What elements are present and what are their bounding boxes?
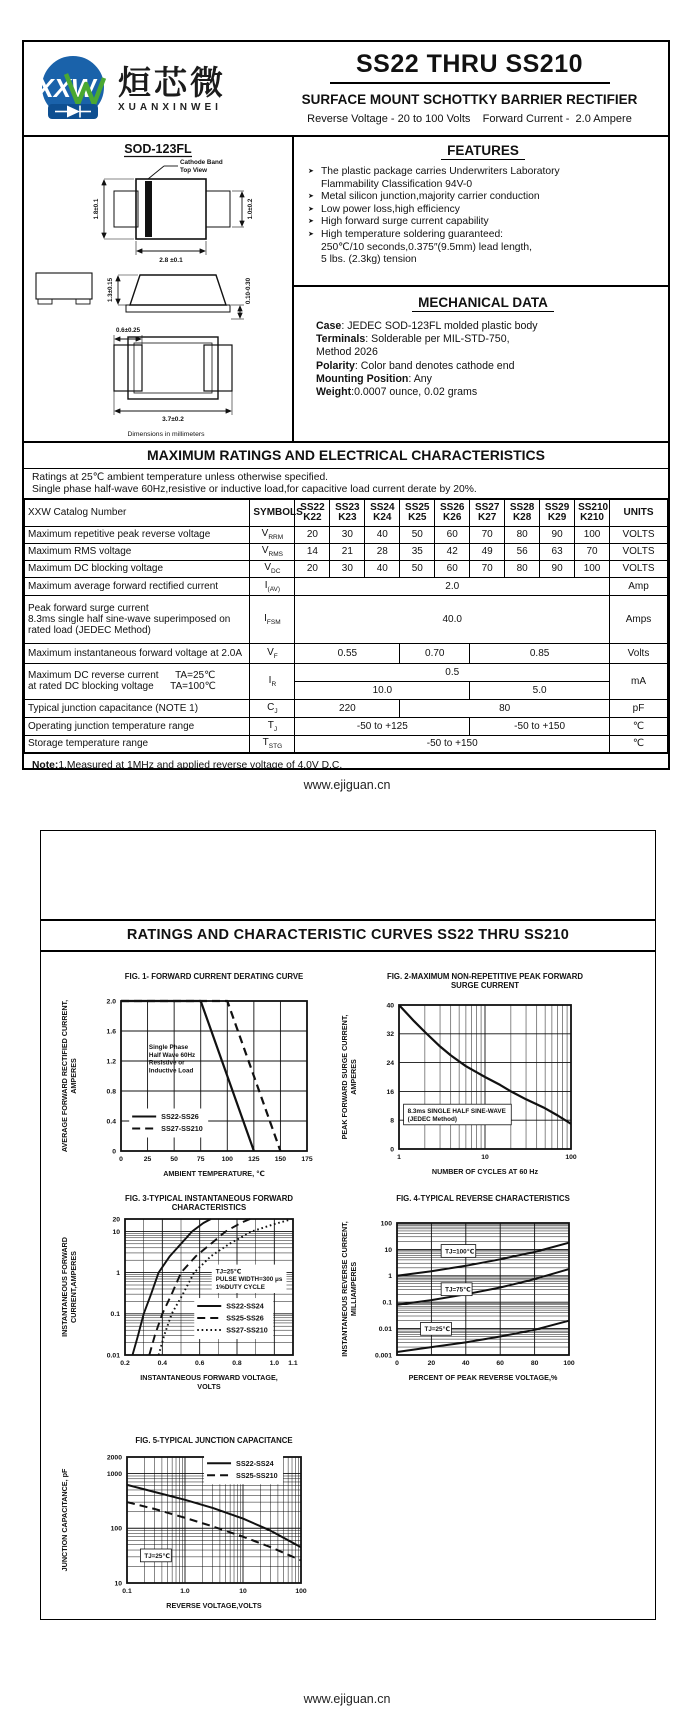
svg-text:SS27-SS210: SS27-SS210 — [226, 1325, 268, 1335]
feature-item-continuation: 5 lbs. (2.3kg) tension — [321, 254, 417, 266]
table-cell: VOLTS — [610, 543, 668, 560]
table-cell: SYMBOLS — [250, 499, 295, 526]
svg-text:NUMBER OF CYCLES AT 60 Hz: NUMBER OF CYCLES AT 60 Hz — [431, 1167, 539, 1176]
table-cell: Maximum DC reverse current TA=25℃ at rated DC blocking voltage TA=100℃ — [25, 663, 250, 699]
svg-text:0.01: 0.01 — [106, 1352, 120, 1360]
svg-text:1: 1 — [397, 1154, 401, 1161]
table-cell: VOLTS — [610, 526, 668, 543]
mechanical-item: Terminals: Solderable per MIL-STD-750, — [316, 333, 510, 346]
table-cell: $T_J$ — [250, 717, 295, 735]
svg-text:0: 0 — [390, 1146, 394, 1154]
svg-text:0.8: 0.8 — [106, 1088, 116, 1096]
table-cell: Maximum average forward rectified current — [25, 577, 250, 595]
svg-text:100: 100 — [221, 1156, 233, 1163]
svg-text:100: 100 — [565, 1154, 577, 1161]
table-cell: 2.0 — [295, 577, 610, 595]
svg-text:AMBIENT TEMPERATURE, ℃: AMBIENT TEMPERATURE, ℃ — [163, 1169, 265, 1178]
svg-text:FIG. 1- FORWARD CURRENT DERATI: FIG. 1- FORWARD CURRENT DERATING CURVE — [124, 972, 304, 981]
table-cell: 30 — [330, 526, 365, 543]
table-cell: 35 — [400, 543, 435, 560]
svg-text:0.8: 0.8 — [232, 1360, 242, 1367]
fig1-chart — [55, 965, 313, 1199]
table-cell: 42 — [435, 543, 470, 560]
svg-text:INSTANTANEOUS REVERSE CURRENT,: INSTANTANEOUS REVERSE CURRENT, — [340, 1221, 349, 1357]
table-cell: Maximum DC blocking voltage — [25, 560, 250, 577]
table-cell: 49 — [470, 543, 505, 560]
brand-name-en: XUANXINWEI — [118, 101, 222, 113]
svg-text:1000: 1000 — [106, 1470, 122, 1478]
feature-item: ➤ Metal silicon junction,majority carrier conduction — [308, 191, 540, 203]
table-cell: 21 — [330, 543, 365, 560]
svg-text:0.1: 0.1 — [382, 1299, 392, 1307]
table-cell: 40 — [365, 526, 400, 543]
svg-text:0.001: 0.001 — [374, 1352, 392, 1360]
table-cell: ℃ — [610, 717, 668, 735]
table-cell: Typical junction capacitance (NOTE 1) — [25, 699, 250, 717]
title-rule — [330, 82, 610, 84]
svg-text:0: 0 — [119, 1156, 123, 1163]
table-cell: SS28 K28 — [505, 499, 540, 526]
svg-text:150: 150 — [274, 1156, 287, 1163]
table-cell: SS24 K24 — [365, 499, 400, 526]
features-section — [294, 137, 668, 287]
svg-text:JUNCTION CAPACITANCE, pF: JUNCTION CAPACITANCE, pF — [60, 1468, 69, 1572]
svg-text:SS27-SS210: SS27-SS210 — [161, 1124, 203, 1134]
svg-text:0.6: 0.6 — [194, 1360, 205, 1367]
table-cell: $V_{DC}$ — [250, 560, 295, 577]
svg-text:75: 75 — [196, 1156, 205, 1163]
ratings-condition-2: Single phase half-wave 60Hz,resistive or inductive load,for capacitive load current derate by 20%. — [32, 484, 477, 495]
svg-text:3.7±0.2: 3.7±0.2 — [162, 416, 184, 423]
svg-text:2.0: 2.0 — [106, 998, 116, 1006]
table-cell: 10.0 — [295, 681, 470, 699]
svg-text:100: 100 — [380, 1220, 392, 1228]
svg-text:PULSE WIDTH=300 μs: PULSE WIDTH=300 μs — [215, 1276, 283, 1284]
svg-text:100: 100 — [563, 1360, 575, 1367]
svg-text:80: 80 — [530, 1360, 539, 1367]
mechanical-item: Weight:0.0007 ounce, 0.02 grams — [316, 386, 478, 399]
table-cell: $C_J$ — [250, 699, 295, 717]
table-cell: $V_{RMS}$ — [250, 543, 295, 560]
svg-text:FIG. 2-MAXIMUM NON-REPETITIVE: FIG. 2-MAXIMUM NON-REPETITIVE PEAK FORWARD — [386, 972, 584, 981]
table-cell: ℃ — [610, 735, 668, 753]
svg-text:Cathode Band: Cathode Band — [180, 159, 223, 166]
svg-text:FIG. 3-TYPICAL INSTANTANEOUS F: FIG. 3-TYPICAL INSTANTANEOUS FORWARD — [125, 1194, 293, 1203]
svg-text:1.0: 1.0 — [180, 1588, 190, 1595]
bullet-icon: ➤ — [308, 168, 314, 175]
bullet-icon: ➤ — [308, 193, 314, 201]
svg-text:32: 32 — [386, 1031, 394, 1039]
svg-text:1: 1 — [388, 1273, 392, 1281]
features-list — [308, 166, 658, 267]
table-cell: $V_{RRM}$ — [250, 526, 295, 543]
svg-text:SS22-SS24: SS22-SS24 — [226, 1301, 264, 1311]
svg-text:TJ=75℃: TJ=75℃ — [445, 1286, 471, 1294]
ratings-conditions — [24, 469, 668, 498]
feature-item: ➤ The plastic package carries Underwriters Laboratory — [308, 166, 560, 177]
svg-text:Top View: Top View — [180, 167, 208, 174]
brand-logo — [36, 52, 226, 126]
table-cell: Amp — [610, 577, 668, 595]
svg-text:1.3±0.15: 1.3±0.15 — [107, 277, 114, 303]
table-cell: 28 — [365, 543, 400, 560]
svg-text:PERCENT OF PEAK REVERSE VOLTAG: PERCENT OF PEAK REVERSE VOLTAGE,% — [408, 1373, 558, 1382]
svg-text:1.0: 1.0 — [269, 1360, 280, 1367]
table-cell: 0.85 — [470, 643, 610, 663]
bullet-icon: ➤ — [308, 230, 314, 238]
datasheet-sheet-2 — [40, 830, 656, 1620]
table-cell: Volts — [610, 643, 668, 663]
feature-item-continuation: 250℃/10 seconds,0.375″(9.5mm) lead length, — [321, 241, 532, 253]
fig4-series-TJ=100℃ — [397, 1243, 569, 1276]
table-cell: Maximum repetitive peak reverse voltage — [25, 526, 250, 543]
svg-text:Single Phase: Single Phase — [148, 1044, 189, 1051]
table-cell: SS25 K25 — [400, 499, 435, 526]
svg-text:0.10-0.30: 0.10-0.30 — [245, 277, 252, 305]
table-cell: 100 — [575, 526, 610, 543]
table-cell: 5.0 — [470, 681, 610, 699]
table-cell: -50 to +150 — [470, 717, 610, 735]
table-cell: Maximum RMS voltage — [25, 543, 250, 560]
feature-item: ➤ Low power loss,high efficiency — [308, 203, 460, 215]
table-cell: 14 — [295, 543, 330, 560]
table-footnote: Note:1.Measured at 1MHz and applied reverse voltage of 4.0V D.C. — [32, 760, 343, 771]
svg-text:1.0±0.2: 1.0±0.2 — [247, 198, 254, 220]
bullet-icon: ➤ — [308, 218, 314, 226]
table-cell: 50 — [400, 560, 435, 577]
svg-text:125: 125 — [248, 1156, 260, 1163]
fig5-chart — [55, 1429, 323, 1617]
svg-text:Dimensions in millimeters: Dimensions in millimeters — [127, 431, 205, 438]
table-cell: 90 — [540, 560, 575, 577]
feature-item: ➤ High temperature soldering guaranteed: — [308, 228, 504, 240]
table-cell: mA — [610, 663, 668, 699]
svg-text:60: 60 — [496, 1360, 504, 1367]
svg-text:TJ=25℃: TJ=25℃ — [144, 1552, 171, 1560]
svg-text:1: 1 — [116, 1270, 120, 1278]
svg-text:0.1: 0.1 — [122, 1588, 132, 1595]
mechanical-data-section — [294, 287, 668, 399]
fig3-chart — [55, 1187, 313, 1427]
website-footer-2: www.ejiguan.cn — [303, 1692, 391, 1706]
feature-item: ➤ High forward surge current capability — [308, 216, 489, 228]
svg-text:VOLTS: VOLTS — [197, 1382, 221, 1391]
feature-item-continuation: Flammability Classification 94V-0 — [321, 178, 473, 190]
svg-text:100: 100 — [295, 1588, 307, 1595]
table-cell: 80 — [400, 699, 610, 717]
table-cell: 70 — [575, 543, 610, 560]
bullet-icon: ➤ — [308, 205, 314, 213]
fig2-chart — [335, 965, 623, 1199]
table-cell: SS22 K22 — [295, 499, 330, 526]
fig4-series-TJ=75℃ — [397, 1269, 569, 1305]
brand-name-cn: 烜芯微 — [118, 63, 226, 101]
table-cell: SS27 K27 — [470, 499, 505, 526]
fig5-series-SS22-SS24 — [127, 1485, 301, 1547]
svg-text:Resistive or: Resistive or — [148, 1059, 185, 1067]
curves-page-heading: RATINGS AND CHARACTERISTIC CURVES SS22 THRU SS210 — [41, 919, 655, 952]
table-cell: 220 — [295, 699, 400, 717]
table-cell: 70 — [470, 526, 505, 543]
table-cell: 90 — [540, 526, 575, 543]
package-outline-drawing — [28, 139, 288, 439]
svg-text:0.1: 0.1 — [110, 1311, 120, 1319]
mechanical-list — [308, 320, 658, 399]
svg-text:FIG. 5-TYPICAL JUNCTION CAPACI: FIG. 5-TYPICAL JUNCTION CAPACITANCE — [135, 1436, 293, 1445]
svg-text:CHARACTERISTICS: CHARACTERISTICS — [171, 1203, 247, 1212]
svg-text:AMPERES: AMPERES — [349, 1059, 358, 1095]
svg-text:24: 24 — [386, 1060, 394, 1067]
svg-text:INSTANTANEOUS FORWARD: INSTANTANEOUS FORWARD — [60, 1237, 69, 1337]
svg-text:AMPERES: AMPERES — [69, 1058, 78, 1094]
svg-text:175: 175 — [301, 1156, 313, 1163]
svg-text:CURRENT,AMPERES: CURRENT,AMPERES — [69, 1251, 78, 1323]
svg-text:AVERAGE FORWARD RECTIFIED CURR: AVERAGE FORWARD RECTIFIED CURRENT, — [60, 999, 69, 1153]
table-cell: $V_F$ — [250, 643, 295, 663]
svg-text:20: 20 — [112, 1216, 120, 1224]
mechanical-heading: MECHANICAL DATA — [412, 295, 554, 312]
svg-text:0.4: 0.4 — [157, 1360, 168, 1367]
svg-text:1.8±0.1: 1.8±0.1 — [93, 198, 100, 220]
table-cell: Amps — [610, 595, 668, 643]
svg-text:40: 40 — [386, 1002, 394, 1010]
table-cell: 56 — [505, 543, 540, 560]
svg-text:10: 10 — [112, 1228, 120, 1236]
mechanical-item: Mounting Position: Any — [316, 372, 432, 385]
table-cell: Peak forward surge current 8.3ms single half sine-wave superimposed on rated load (JEDEC Method) — [25, 595, 250, 643]
svg-text:8: 8 — [390, 1117, 394, 1125]
svg-text:1.1: 1.1 — [288, 1360, 298, 1367]
table-cell: 70 — [470, 560, 505, 577]
svg-text:FIG. 4-TYPICAL REVERSE CHARACT: FIG. 4-TYPICAL REVERSE CHARACTERISTICS — [396, 1194, 570, 1203]
table-cell: 20 — [295, 560, 330, 577]
table-cell: 50 — [400, 526, 435, 543]
svg-text:25: 25 — [143, 1156, 152, 1163]
device-subtitle: SURFACE MOUNT SCHOTTKY BARRIER RECTIFIER — [301, 92, 638, 107]
svg-text:1%DUTY CYCLE: 1%DUTY CYCLE — [215, 1284, 265, 1291]
table-cell: 0.5 — [295, 663, 610, 681]
svg-text:SOD-123FL: SOD-123FL — [124, 142, 192, 156]
svg-text:PEAK FORWARD SURGE CURRENT,: PEAK FORWARD SURGE CURRENT, — [340, 1014, 349, 1140]
table-cell: 60 — [435, 526, 470, 543]
svg-text:20: 20 — [427, 1360, 436, 1367]
svg-text:8.3ms SINGLE HALF SINE-WAVE: 8.3ms SINGLE HALF SINE-WAVE — [407, 1108, 506, 1115]
svg-text:1.2: 1.2 — [106, 1058, 116, 1066]
table-cell: 100 — [575, 560, 610, 577]
website-footer-1: www.ejiguan.cn — [303, 778, 391, 792]
svg-text:1.6: 1.6 — [106, 1028, 116, 1036]
svg-text:SS25-SS26: SS25-SS26 — [226, 1313, 264, 1323]
table-cell: -50 to +150 — [295, 735, 610, 753]
table-cell: 0.70 — [400, 643, 470, 663]
svg-text:10: 10 — [481, 1154, 489, 1161]
svg-text:0.01: 0.01 — [378, 1326, 392, 1333]
svg-text:Half Wave 60Hz: Half Wave 60Hz — [148, 1051, 196, 1059]
svg-text:REVERSE VOLTAGE,VOLTS: REVERSE VOLTAGE,VOLTS — [166, 1601, 262, 1610]
table-cell: 0.55 — [295, 643, 400, 663]
svg-text:100: 100 — [110, 1525, 122, 1533]
table-cell: $T_{STG}$ — [250, 735, 295, 753]
svg-text:0.2: 0.2 — [120, 1360, 130, 1367]
svg-text:TJ=25℃: TJ=25℃ — [424, 1326, 451, 1334]
ratings-table — [24, 498, 668, 754]
table-cell: 63 — [540, 543, 575, 560]
svg-text:SS22-SS24: SS22-SS24 — [236, 1458, 274, 1468]
svg-text:50: 50 — [170, 1156, 178, 1163]
logo-xx-text: XXW — [36, 73, 96, 103]
datasheet-sheet-1 — [22, 40, 670, 770]
svg-text:40: 40 — [462, 1360, 470, 1367]
svg-text:0: 0 — [112, 1148, 116, 1156]
svg-text:0.4: 0.4 — [106, 1118, 116, 1126]
table-cell: SS23 K23 — [330, 499, 365, 526]
max-ratings-heading: MAXIMUM RATINGS AND ELECTRICAL CHARACTERISTICS — [24, 443, 668, 469]
header — [24, 42, 668, 137]
ratings-summary-line: Reverse Voltage - 20 to 100 Volts Forward Current - 2.0 Ampere — [307, 113, 632, 125]
svg-text:Inductive Load: Inductive Load — [148, 1067, 194, 1075]
table-cell: 80 — [505, 526, 540, 543]
table-cell: SS26 K26 — [435, 499, 470, 526]
table-cell: 80 — [505, 560, 540, 577]
svg-text:INSTANTANEOUS FORWARD VOLTAGE,: INSTANTANEOUS FORWARD VOLTAGE, — [140, 1373, 278, 1382]
table-cell: Maximum instantaneous forward voltage at 2.0A — [25, 643, 250, 663]
svg-text:16: 16 — [386, 1088, 394, 1096]
svg-text:TJ=100℃: TJ=100℃ — [445, 1248, 475, 1256]
table-cell: pF — [610, 699, 668, 717]
table-cell: $I_R$ — [250, 663, 295, 699]
svg-text:10: 10 — [384, 1246, 392, 1254]
svg-text:10: 10 — [114, 1580, 122, 1588]
fig4-chart — [335, 1187, 623, 1423]
table-cell: 40.0 — [295, 595, 610, 643]
svg-text:SS22-SS26: SS22-SS26 — [161, 1112, 199, 1122]
svg-text:TJ=25℃: TJ=25℃ — [215, 1268, 242, 1276]
table-cell: $I_{FSM}$ — [250, 595, 295, 643]
ratings-condition-1: Ratings at 25℃ ambient temperature unless otherwise specified. — [32, 472, 329, 483]
mechanical-item: Case: JEDEC SOD-123FL molded plastic body — [316, 320, 538, 332]
table-cell: $I_{(AV)}$ — [250, 577, 295, 595]
table-cell: VOLTS — [610, 560, 668, 577]
table-cell: SS29 K29 — [540, 499, 575, 526]
svg-text:SS25-SS210: SS25-SS210 — [236, 1470, 278, 1480]
package-drawing — [24, 137, 292, 443]
mechanical-item: Polarity: Color band denotes cathode end — [316, 359, 515, 372]
table-cell: XXW Catalog Number — [25, 499, 250, 526]
svg-text:(JEDEC Method): (JEDEC Method) — [407, 1115, 457, 1123]
svg-text:SURGE CURRENT: SURGE CURRENT — [450, 981, 520, 990]
svg-text:0.6±0.25: 0.6±0.25 — [115, 327, 141, 334]
brand-logo-icon — [36, 52, 110, 126]
table-cell: Storage temperature range — [25, 735, 250, 753]
svg-text:MILLIAMPERES: MILLIAMPERES — [349, 1261, 358, 1317]
table-cell: Operating junction temperature range — [25, 717, 250, 735]
svg-text:2000: 2000 — [106, 1454, 122, 1462]
table-cell: SS210 K210 — [575, 499, 610, 526]
table-cell: -50 to +125 — [295, 717, 470, 735]
table-cell: 20 — [295, 526, 330, 543]
table-cell: 60 — [435, 560, 470, 577]
features-heading: FEATURES — [441, 143, 525, 160]
table-cell: UNITS — [610, 499, 668, 526]
svg-text:2.8 ±0.1: 2.8 ±0.1 — [159, 257, 183, 264]
table-cell: 30 — [330, 560, 365, 577]
svg-text:10: 10 — [239, 1588, 247, 1595]
svg-text:0: 0 — [395, 1360, 399, 1367]
part-number-title: SS22 THRU SS210 — [355, 50, 584, 78]
mechanical-item: Method 2026 — [316, 346, 378, 359]
table-cell: 40 — [365, 560, 400, 577]
